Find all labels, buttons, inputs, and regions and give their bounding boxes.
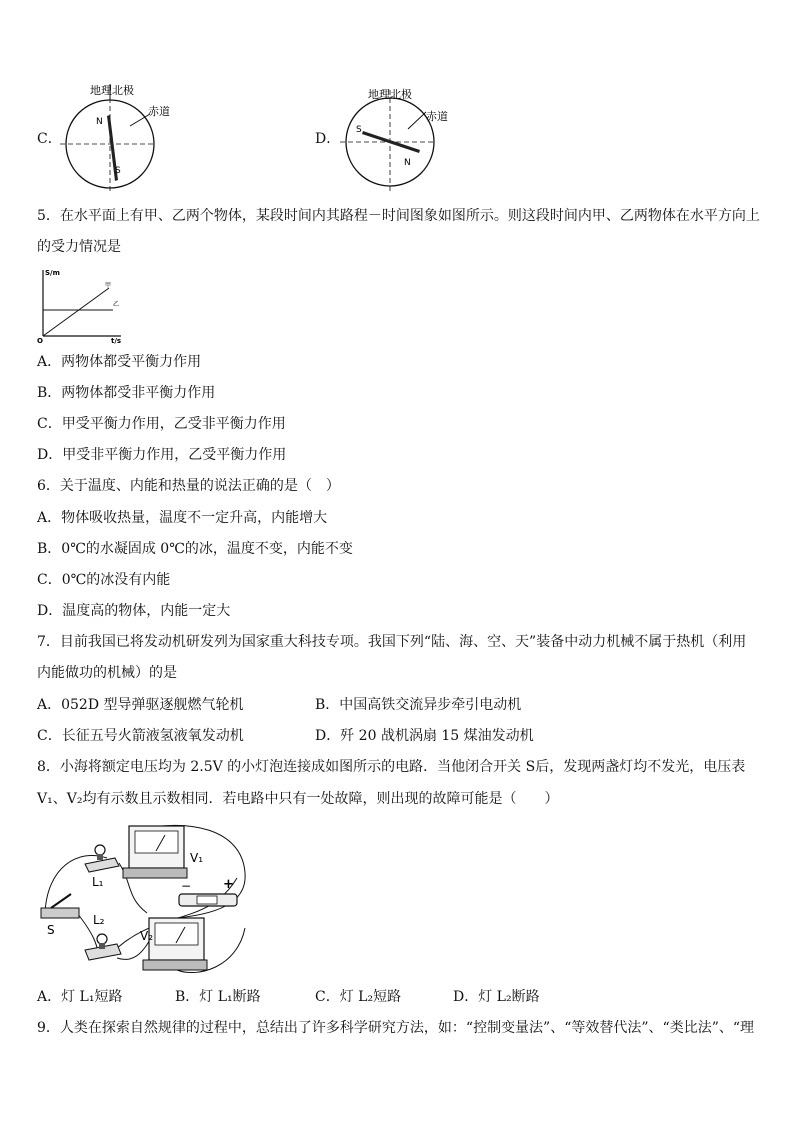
needle-s-label: S (356, 125, 362, 135)
geographic-north-label: 地理北极 (90, 84, 134, 97)
q4-option-d-letter: D． (315, 131, 341, 147)
q6-option-d: D．温度高的物体，内能一定大 (37, 603, 231, 619)
q7-option-b: B．中国高铁交流异步牵引电动机 (315, 697, 522, 713)
q8-option-b: B．灯 L₁断路 (175, 989, 261, 1005)
q7-option-c: C．长征五号火箭液氢液氧发动机 (37, 728, 244, 744)
geographic-north-label: 地理北极 (368, 88, 412, 101)
lamp-l2-label: L₂ (93, 913, 105, 927)
q4-option-c-compass-figure (60, 78, 190, 193)
q7-stem-line-2: 内能做功的机械）的是 (37, 665, 177, 681)
q7-option-a: A．052D 型导弹驱逐舰燃气轮机 (37, 697, 244, 713)
q6-option-a: A．物体吸收热量，温度不一定升高，内能增大 (37, 510, 328, 526)
equator-label: 赤道 (426, 110, 448, 123)
q6-stem: 6．关于温度、内能和热量的说法正确的是（ ） (37, 478, 340, 494)
q5-option-c: C．甲受平衡力作用，乙受非平衡力作用 (37, 416, 286, 432)
q7-option-d: D．歼 20 战机涡扇 15 煤油发动机 (315, 728, 534, 744)
q5-option-a: A．两物体都受平衡力作用 (37, 354, 202, 370)
y-axis-label: S/m (45, 269, 60, 277)
needle-n-label: N (96, 117, 103, 127)
q8-option-c: C．灯 L₂短路 (315, 989, 402, 1005)
needle-n-label: N (404, 158, 411, 168)
switch-s-label: S (47, 923, 55, 937)
lamp-l1-label: L₁ (92, 875, 104, 889)
lamp-l1-icon (95, 845, 105, 855)
voltmeter-v2-label: V₂ (140, 929, 154, 943)
q5-stem-line-2: 的受力情况是 (37, 239, 121, 255)
q8-circuit-figure (37, 818, 252, 983)
q6-option-c: C．0℃的冰没有内能 (37, 572, 171, 588)
voltmeter-v1-label: V₁ (190, 851, 204, 865)
q4-option-c-letter: C． (37, 131, 62, 147)
x-axis-label: t/s (111, 337, 122, 345)
battery-minus-label: − (181, 879, 192, 893)
q5-option-d: D．甲受非平衡力作用，乙受平衡力作用 (37, 447, 287, 463)
series-jia-label: 甲 (105, 282, 112, 289)
lamp-l2-icon (97, 934, 107, 944)
q5-option-b: B．两物体都受非平衡力作用 (37, 385, 216, 401)
q4-option-d-compass-figure (340, 86, 470, 191)
q9-stem-line-1: 9．人类在探索自然规律的过程中，总结出了许多科学研究方法，如：“控制变量法”、“等效替代法”、“类比法”、“理 (37, 1020, 755, 1036)
q8-option-d: D．灯 L₂断路 (453, 989, 540, 1005)
q8-stem-line-2: V₁、V₂均有示数且示数相同．若电路中只有一处故障，则出现的故障可能是（ ） (37, 791, 559, 807)
q6-option-b: B．0℃的水凝固成 0℃的冰，温度不变，内能不变 (37, 541, 353, 557)
battery-plus-label: + (223, 877, 234, 892)
switch-s-icon (41, 908, 79, 918)
q5-distance-time-graph (37, 266, 127, 346)
q7-stem-line-1: 7．目前我国已将发动机研发列为国家重大科技专项。我国下列“陆、海、空、天”装备中动力机械不属于热机（利用 (37, 634, 747, 650)
needle-s-label: S (115, 166, 121, 176)
q8-stem-line-1: 8．小海将额定电压均为 2.5V 的小灯泡连接成如图所示的电路．当他闭合开关 S后，发现两盏灯均不发光，电压表 (37, 759, 746, 775)
q8-option-a: A．灯 L₁短路 (37, 989, 123, 1005)
series-yi-label: 乙 (113, 301, 120, 308)
origin-label: O (37, 337, 43, 345)
equator-label: 赤道 (148, 105, 170, 118)
q5-stem-line-1: 5．在水平面上有甲、乙两个物体，某段时间内其路程－时间图象如图所示。则这段时间内甲、乙两物体在水平方向上 (37, 208, 760, 224)
